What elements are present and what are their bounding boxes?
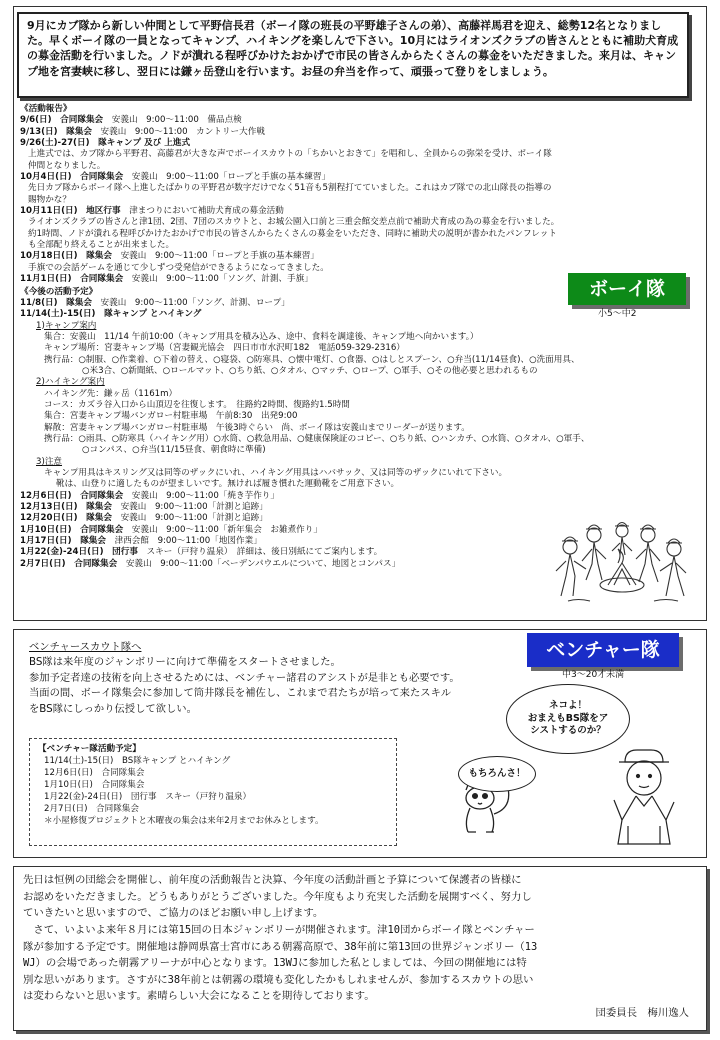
schedule-item: 1月22(金)-24日(日) 団行事 スキー（戸狩り温泉） (44, 792, 252, 803)
message-line: お認めをいただきました。どうもありがとうございました。今年度もより充実した活動を展開すべく、努力し (23, 890, 532, 903)
camp-gather: 集合：安義山 11/14 午前10:00（キャンプ用具を積み込み、途中、食料を調達後、キャンプ地へ向かいます。） (44, 331, 479, 342)
speech-bubble-scout: ネコよ！ おまえもBS隊をア シストするのか？ (506, 684, 630, 754)
venture-line: 当面の間、ボーイ隊集会に参加して筒井隊長を補佐し、これまで君たちが培って来たスキル (29, 687, 452, 700)
camp-place: キャンプ場所：宮妻キャンプ場（宮妻観光協会 四日市市水沢町182 電話059-329-2316） (44, 343, 405, 354)
report-paragraph: 手旗での会話ゲームを通じて少しずつ受発信ができるようになってきました。 (28, 262, 329, 273)
hike-course: コース：カズラ谷入口から山頂辺を往復します。 往路約2時間、復路約1.5時間 (44, 399, 350, 410)
campfire-illustration (548, 505, 696, 610)
schedule-item: 2月7日(日) 合同隊集会 (44, 804, 139, 815)
note-line: キャンプ用具はキスリング又は同等のザックにいれ、ハイキング用具はハバサック、又は同等のザックにいれて下さい。 (44, 468, 508, 478)
report-paragraph: 先日カブ隊からボーイ隊へ上進したばかりの平野君が数字だけでなく51音も5割程打てていました。これはカブ隊での北山隊長の指導の賜物かな？ (28, 183, 552, 205)
notes-heading: 3)注意 (36, 456, 63, 467)
future-line: 2月7日(日) 合同隊集会 安義山 9:00〜11:00「ベーデンパウエルについて、地図とコンパス」 (20, 558, 401, 569)
future-line: 1月22(金)-24日(日) 団行事 スキー（戸狩り温泉） 詳細は、後日別紙にてご案内します。 (20, 547, 383, 558)
camp-items: 携行品：○制服、○作業着、○下着の替え、○寝袋、○防寒具、○懐中電灯、○食器、○はしとスプーン、○弁当(11/14昼食)、○洗面用具、 (44, 354, 580, 365)
message-line: は変わらないと思います。素晴らしい大会になることを期待しております。 (23, 990, 375, 1003)
venture-age-range: 中3〜20才未満 (562, 670, 625, 680)
intro-box (17, 12, 689, 98)
hike-items: 携行品：○雨具、○防寒具（ハイキング用）○水筒、○救急用品、○健康保険証のコピー、○ちり紙、○ハンカチ、○水筒、○タオル、○軍手、 (44, 433, 590, 444)
plan-line: 11/8(日) 隊集会 安義山 9:00〜11:00「ソング、計測、ロープ」 (20, 297, 290, 308)
reports-heading: 《活動報告》 (20, 104, 72, 114)
report-line: 10月4日(日) 合同隊集会 安義山 9:00〜11:00「ロープと手旗の基本練習」 (20, 172, 331, 183)
message-line: WJ）の会場であった朝霧アリーナが中心となります。13WJに参加した私としましては、今回の開催地には特 (23, 957, 527, 970)
venture-line: をBS隊にしっかり伝授して欲しい。 (29, 702, 197, 715)
report-line: 10月11日(日) 地区行事 津まつりにおいて補助犬育成の募金活動 (20, 206, 284, 217)
schedule-item: 12月6日(日) 合同隊集会 (44, 768, 145, 779)
future-line: 12月6日(日) 合同隊集会 安義山 9:00〜11:00「焼き芋作り」 (20, 490, 279, 501)
hike-dest: ハイキング先：鎌ヶ岳（1161m） (44, 388, 178, 399)
venture-scout-badge: ベンチャー隊 (527, 633, 679, 667)
hike-gather: 集合：宮妻キャンプ場バンガロー村駐車場 午前8:30 出発9:00 (44, 411, 298, 422)
schedule-item: 1月10日(日) 合同隊集会 (44, 780, 145, 791)
message-line: 別な思いがあります。さすがに38年前とは朝霧の環境も変化したかもしれませんが、参加するスカウトの思い (23, 973, 534, 986)
report-line: 10月18日(日) 隊集会 安義山 9:00〜11:00「ロープと手旗の基本練習」 (20, 251, 319, 262)
boy-scout-badge: ボーイ隊 (568, 273, 686, 305)
plan-line: 11/14(土)-15(日) 隊キャンプ とハイキング (20, 309, 202, 320)
report-line: 11月1日(日) 合同隊集会 安義山 9:00〜11:00「ソング、計測、手旗」 (20, 274, 313, 285)
venture-line: 参加予定者達の技術を向上させるためには、ベンチャー諸君のアシストが是非とも必要です。 (29, 671, 460, 684)
chair-message (23, 872, 699, 1022)
message-signature: 団委員長 梅川逸人 (595, 1007, 689, 1020)
message-line: 隊が参加する予定です。開催地は静岡県富士宮市にある朝霧高原で、38年前に第13回の世界ジャンボリー（13 (23, 940, 538, 953)
speech-bubble-cat: もちろんさ！ (458, 756, 536, 792)
report-line: 9/6(日) 合同隊集会 安義山 9:00〜11:00 備品点検 (20, 115, 242, 126)
camp-items-cont: ○米3合、○新聞紙、○ロールマット、○ちり紙、○タオル、○マッチ、○ロープ、○軍手、○その他必要と思われるもの (82, 365, 538, 376)
activity-reports (20, 103, 590, 570)
venture-schedule-box (29, 738, 397, 846)
boy-scout-age-range: 小5〜中2 (598, 309, 637, 319)
report-paragraph: ライオンズクラブの皆さんと津1団、2団、7団のスカウトと、お城公園入口前と三重会館交差点前で補助犬育成の為の募金を行いました。 (28, 217, 560, 228)
message-line: 先日は恒例の団総会を開催し、前年度の活動報告と決算、今年度の活動計画と予算について保護者の皆様に (23, 874, 522, 886)
plans-heading: 《今後の活動予定》 (20, 286, 98, 297)
intro-text: 9月にカブ隊から新しい仲間として平野信長君（ボーイ隊の班長の平野雄子さんの弟）、高藤祥馬君を迎え、総勢12名となりました。早くボーイ隊の一員となってキャンプ、ハイキングを楽しんで下さい。10月にはライオンズクラブの皆さんとともに補助犬育成の募金活動を行いました。ノドが潰れる程呼びかけたおかげで市民の皆さんからたくさんの募金をいただきました。来月は、キャンプ地を宮妻峡に移し、翌日には鎌ヶ岳登山を行います。お昼の弁当を作って、頑張って登りをしましょう。 (27, 19, 679, 78)
future-line: 1月17日(日) 隊集会 津西会館 9:00〜11:00「地図作業」 (20, 536, 262, 547)
message-line: ていきたいと思いますので、ご協力のほどお願い申し上げます。 (23, 907, 324, 920)
message-line: さて、いよいよ来年８月には第15回の日本ジャンボリーが開催されます。津10団からボーイ隊とベンチャー (23, 923, 535, 936)
future-line: 12月13日(日) 隊集会 安義山 9:00〜11:00「計測と追跡」 (20, 502, 268, 513)
hike-guide-heading: 2)ハイキング案内 (36, 377, 105, 388)
hike-items-cont: ○コンパス、○弁当(11/15昼食、朝食時に準備) (82, 445, 266, 456)
venture-link-text: ベンチャースカウト隊へ (29, 641, 142, 653)
schedule-item: 11/14(土)-15(日) BS隊キャンプ とハイキング (44, 756, 231, 767)
venture-schedule-title: 【ベンチャー隊活動予定】 (38, 744, 141, 754)
schedule-note: ＊小屋修復プロジェクトと木曜夜の集会は来年2月までお休みとします。 (44, 816, 324, 827)
note-line: 靴は、山登りに適したものが望ましいです。無ければ履き慣れた運動靴をご用意下さい。 (56, 479, 400, 490)
future-line: 1月10日(日) 合同隊集会 安義山 9:00〜11:00「新年集会 お雑煮作り」 (20, 524, 322, 535)
report-line: 9/26(土)-27(日) 隊キャンプ 及び 上進式 (20, 138, 191, 149)
report-paragraph: 約1時間、ノドが潰れる程呼びかけたおかげで市民の皆さんからたくさんの募金をいただき、同時に補助犬の説明が書かれたパンフレットも全部配り終えることが出来ました。 (28, 228, 557, 251)
future-line: 12月20日(日) 隊集会 安義山 9:00〜11:00「計測と追跡」 (20, 513, 268, 524)
camp-guide-heading: 1)キャンプ案内 (36, 320, 97, 331)
hike-dismiss: 解散：宮妻キャンプ場バンガロー村駐車場 午後3時ぐらい 尚、ボーイ隊は安義山までリーダーが送ります。 (44, 422, 470, 433)
venture-line: BS隊は来年度のジャンボリーに向けて準備をスタートさせました。 (29, 656, 341, 669)
report-paragraph: 上進式では、カブ隊から平野君、高藤君が大きな声でボーイスカウトの「ちかいとおきて」を唱和し、全員からの弥栄を受け、ボーイ隊仲間となりました。 (28, 149, 552, 171)
report-line: 9/13(日) 隊集会 安義山 9:00〜11:00 カントリー大作戦 (20, 126, 265, 137)
